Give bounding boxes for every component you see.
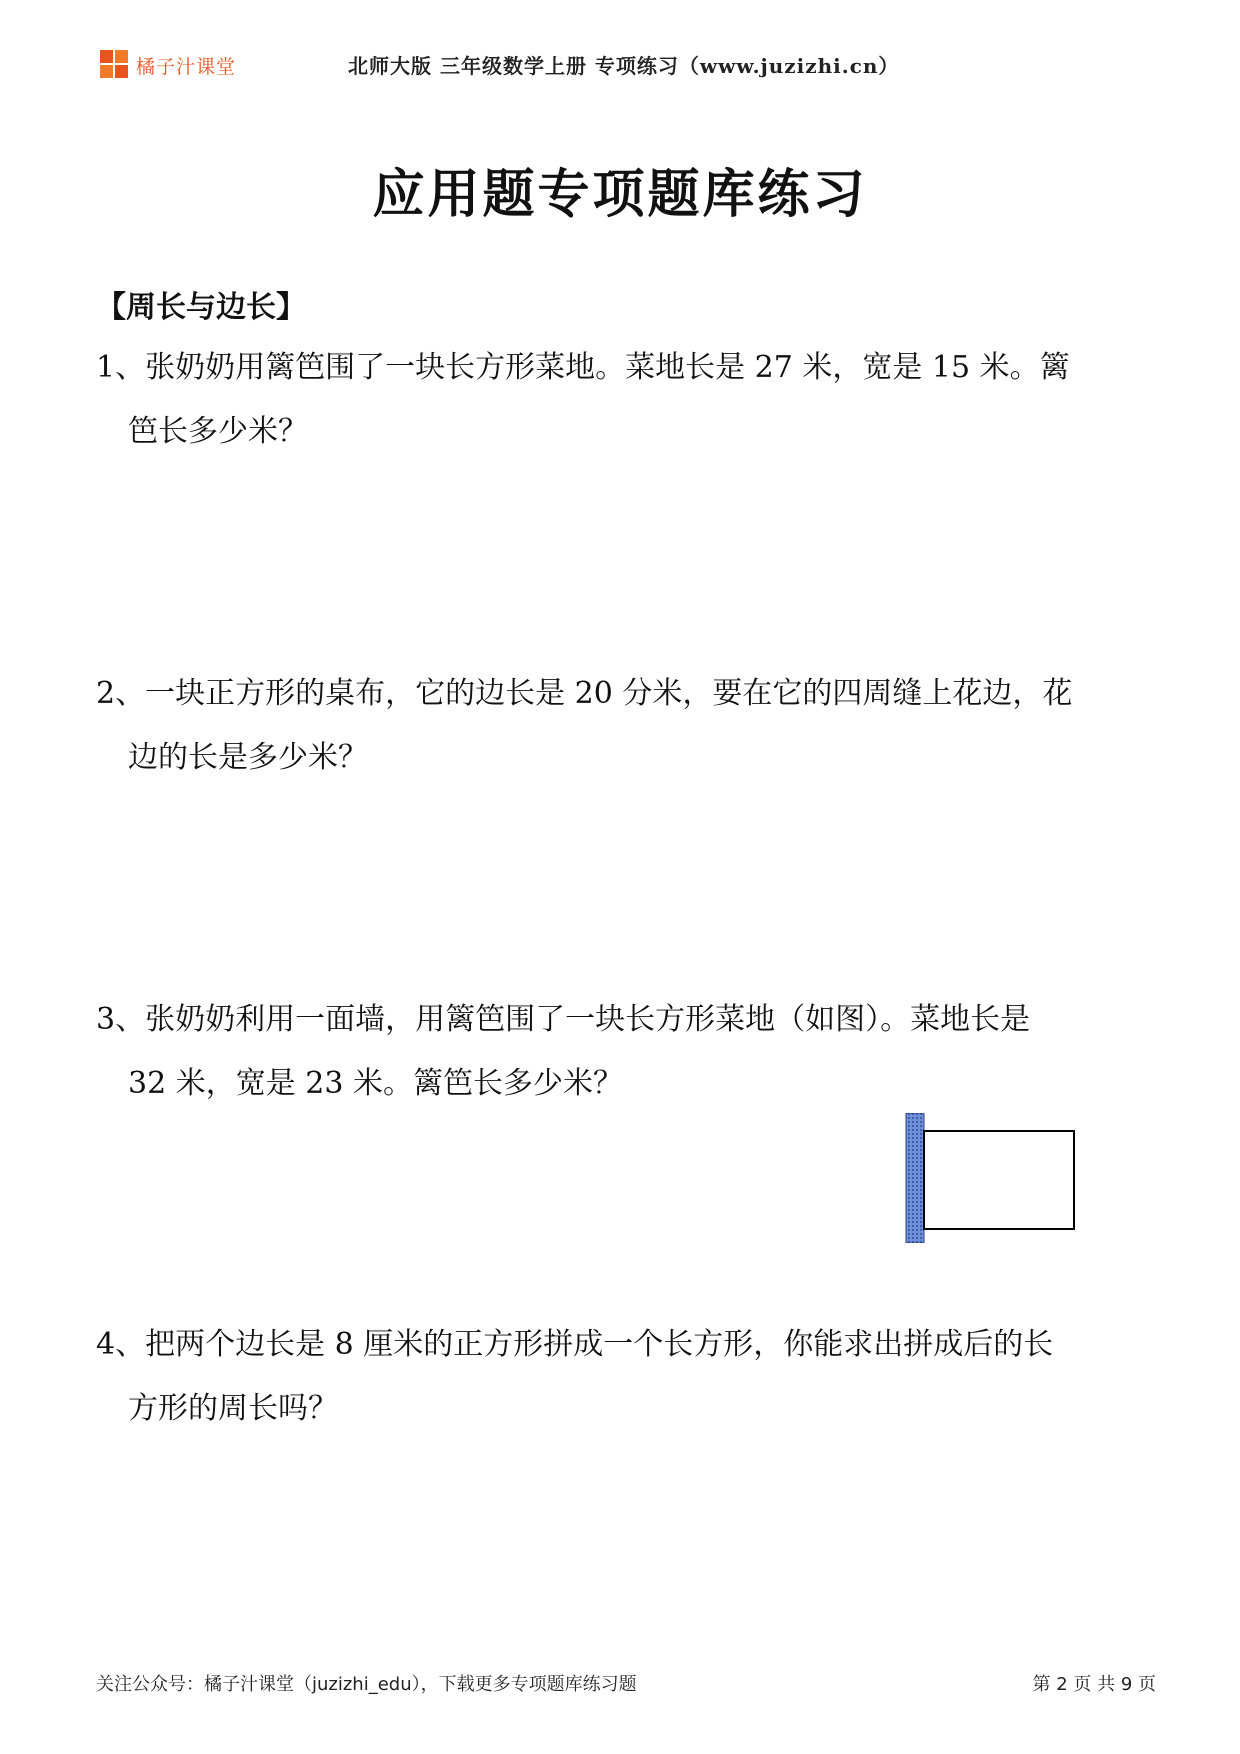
question-1: [96, 336, 1156, 464]
header-text: 北师大版 三年级数学上册 专项练习（www.juzizhi.cn）: [348, 54, 900, 78]
page-number: 第 2 页 共 9 页: [1032, 1674, 1156, 1695]
wall-garden-figure: [904, 1113, 1076, 1243]
question-4: [96, 1313, 1156, 1441]
section-heading: 【周长与边长】: [96, 290, 306, 325]
logo-text: 橘子汁课堂: [136, 55, 237, 78]
question-2: [96, 662, 1156, 790]
logo: [100, 48, 236, 82]
footer-note: 关注公众号：橘子汁课堂（juzizhi_edu），下载更多专项题库练习题: [96, 1674, 637, 1695]
question-3: [96, 988, 1156, 1116]
question-1-line1: 1、张奶奶用篱笆围了一块长方形菜地。菜地长是 27 米，宽是 15 米。篱: [96, 350, 1070, 385]
logo-icon: [100, 50, 130, 80]
wall-shape: [906, 1113, 924, 1243]
question-3-line2: 32 米，宽是 23 米。篱笆长多少米？: [128, 1066, 623, 1101]
page-title: 应用题专项题库练习: [372, 164, 868, 225]
page-header: [0, 42, 1240, 88]
question-4-line2: 方形的周长吗？: [128, 1391, 338, 1426]
question-4-line1: 4、把两个边长是 8 厘米的正方形拼成一个长方形，你能求出拼成后的长: [96, 1327, 1054, 1362]
question-2-line1: 2、一块正方形的桌布，它的边长是 20 分米，要在它的四周缝上花边，花: [96, 676, 1073, 711]
garden-rectangle: [924, 1131, 1074, 1229]
question-2-line2: 边的长是多少米？: [128, 740, 368, 775]
question-3-line1: 3、张奶奶利用一面墙，用篱笆围了一块长方形菜地（如图）。菜地长是: [96, 1002, 1031, 1037]
page-footer: [96, 1670, 1156, 1700]
question-1-line2: 笆长多少米？: [128, 414, 308, 449]
